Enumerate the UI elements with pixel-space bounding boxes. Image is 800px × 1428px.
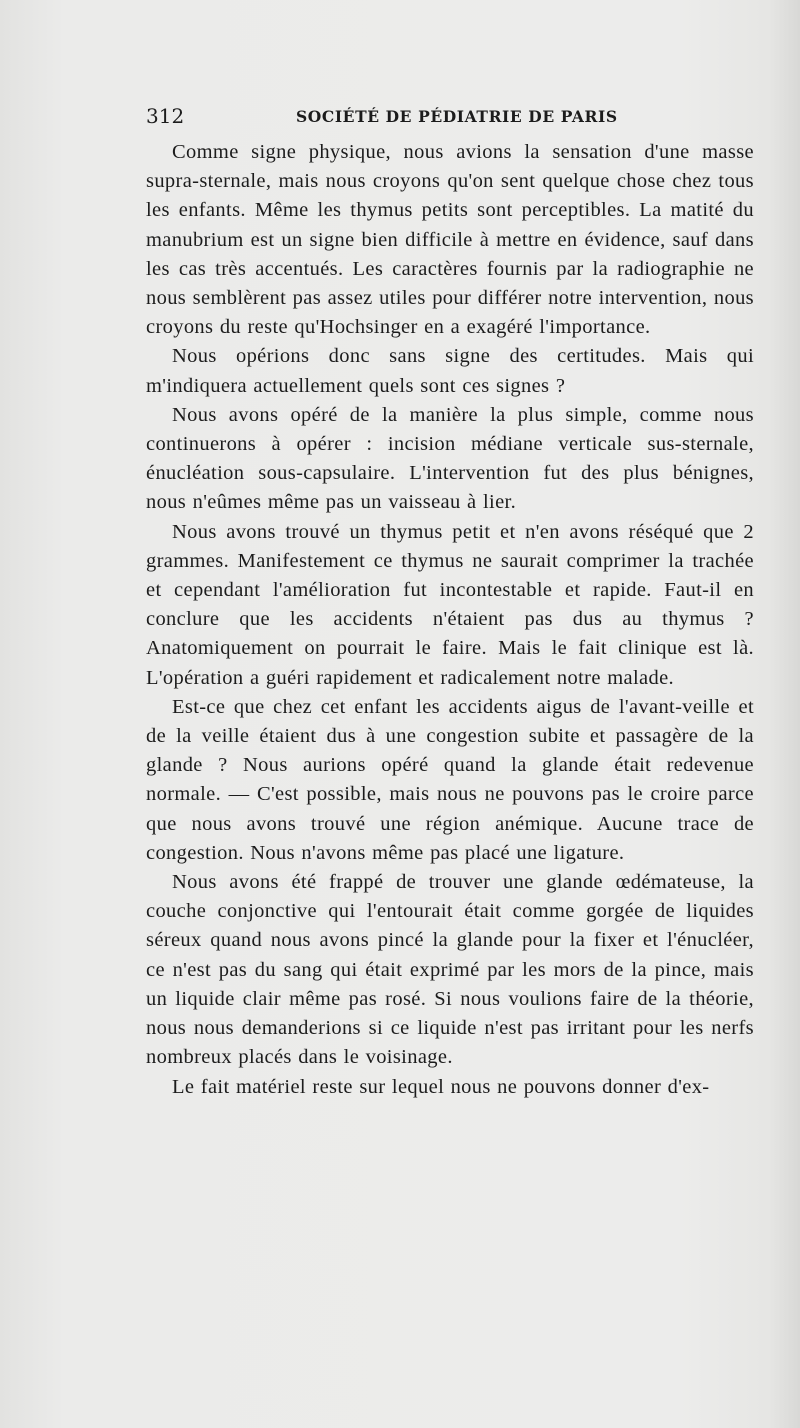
paragraph: Le fait matériel reste sur lequel nous ne pouvons donner d'ex- <box>172 1075 710 1098</box>
journal-title: SOCIÉTÉ DE PÉDIATRIE DE PARIS <box>296 107 618 126</box>
paragraph: Nous avons trouvé un thymus petit et n'en avons réséqué que 2 grammes. Manifestement ce thymus ne saurait comprimer la trachée et cependant l'amélioration fut incontestable et rapide. Faut-il en conclure que les accidents n'étaient pas dus au thymus ? Anatomiquement on pourrait le faire. Mais le fait clinique est là. L'opération a guéri rapidement et radicalement notre malade. <box>146 520 754 689</box>
body-text <box>146 138 754 1102</box>
running-head <box>146 104 758 132</box>
paragraph: Est-ce que chez cet enfant les accidents aigus de l'avant-veille et de la veille étaient dus à une congestion subite et passagère de la glande ? Nous aurions opéré quand la glande était redevenue normale. — C'est possible, mais nous ne pouvons pas le croire parce que nous avons trouvé une région anémique. Aucune trace de congestion. Nous n'avons même pas placé une ligature. <box>146 695 754 864</box>
paragraph: Nous avons opéré de la manière la plus simple, comme nous continuerons à opérer : incision médiane verticale sus-sternale, énucléation sous-capsulaire. L'intervention fut des plus bénignes, nous n'eûmes même pas un vaisseau à lier. <box>146 403 754 514</box>
paragraph: Nous opérions donc sans signe des certitudes. Mais qui m'indiquera actuellement quels sont ces signes ? <box>146 345 754 397</box>
page-number: 312 <box>146 104 185 128</box>
paragraph: Nous avons été frappé de trouver une glande œdémateuse, la couche conjonctive qui l'entourait était comme gorgée de liquides séreux quand nous avons pincé la glande pour la fixer et l'énucléer, ce n'est pas du sang qui était exprimé par les mors de la pince, mais un liquide clair même pas rosé. Si nous voulions faire de la théorie, nous nous demanderions si ce liquide n'est pas irritant pour les nerfs nombreux placés dans le voisinage. <box>146 871 754 1069</box>
paragraph: Comme signe physique, nous avions la sensation d'une masse supra-sternale, mais nous croyons qu'on sent quelque chose chez tous les enfants. Même les thymus petits sont perceptibles. La matité du manubrium est un signe bien difficile à mettre en évidence, sauf dans les cas très accentués. Les caractères fournis par la radiographie ne nous semblèrent pas assez utiles pour différer notre intervention, nous croyons du reste qu'Hochsinger en a exagéré l'importance. <box>146 141 754 339</box>
